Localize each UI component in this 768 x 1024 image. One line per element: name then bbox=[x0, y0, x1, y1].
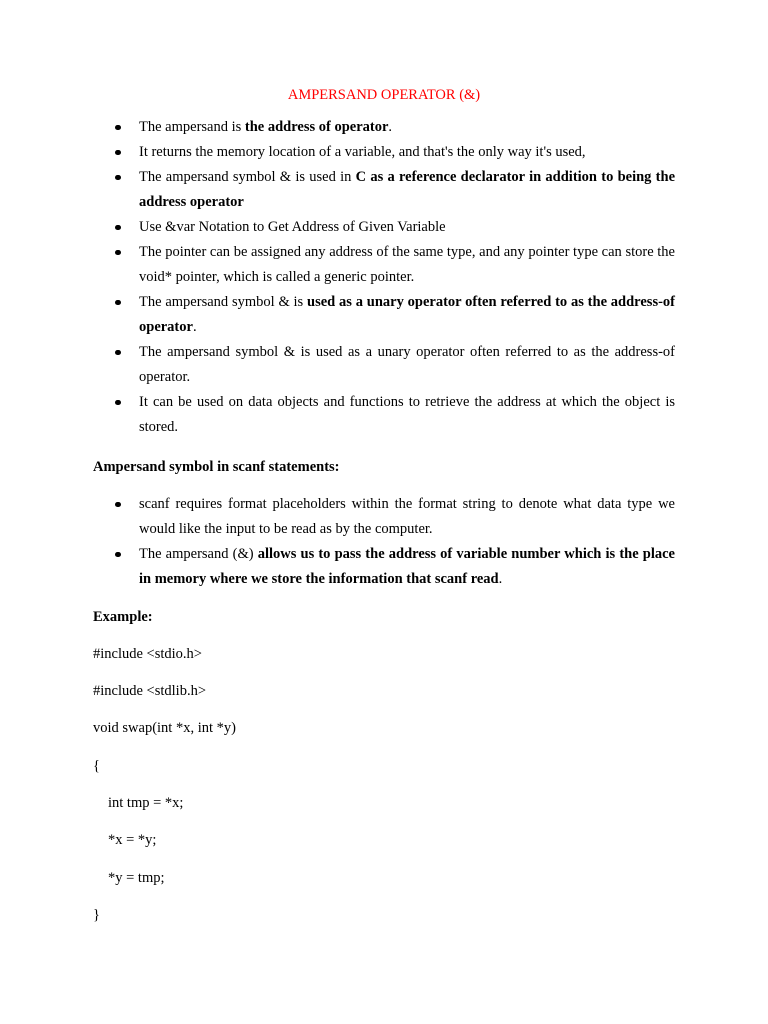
page-title: AMPERSAND OPERATOR (&) bbox=[287, 87, 481, 103]
bullet-dot-icon bbox=[115, 125, 121, 131]
bullet-dot-icon bbox=[115, 350, 121, 356]
bullet-dot-icon bbox=[115, 225, 121, 231]
code-line-7: *y = tmp; bbox=[108, 870, 165, 886]
scanf-bullet-item-1: scanf requires format placeholders within the format string to denote what data type we would like the input to be read as by the computer. bbox=[139, 492, 675, 542]
code-line-2: #include <stdlib.h> bbox=[93, 683, 207, 699]
bullet-item-5: The pointer can be assigned any address of the same type, and any pointer type can store the void* pointer, which is called a generic pointer. bbox=[139, 240, 675, 290]
code-line-3: void swap(int *x, int *y) bbox=[93, 720, 236, 736]
code-line-8: } bbox=[93, 907, 100, 923]
scanf-section-heading: Ampersand symbol in scanf statements: bbox=[93, 459, 340, 475]
code-line-6: *x = *y; bbox=[108, 832, 157, 848]
bullet-item-7: The ampersand symbol & is used as a unary operator often referred to as the address-of operator. bbox=[139, 340, 675, 390]
example-heading: Example: bbox=[93, 609, 153, 625]
bullet-dot-icon bbox=[115, 250, 121, 256]
bullet-dot-icon bbox=[115, 400, 121, 406]
bullet-dot-icon bbox=[115, 175, 121, 181]
code-line-5: int tmp = *x; bbox=[108, 795, 184, 811]
bullet-item-1: The ampersand is the address of operator. bbox=[139, 115, 675, 140]
code-line-4: { bbox=[93, 758, 100, 774]
operator-bullet-list bbox=[0, 115, 675, 440]
bullet-item-2: It returns the memory location of a variable, and that's the only way it's used, bbox=[139, 140, 675, 165]
bullet-item-3: The ampersand symbol & is used in C as a reference declarator in addition to being the address operator bbox=[139, 165, 675, 215]
bullet-dot-icon bbox=[115, 502, 121, 508]
bullet-item-4: Use &var Notation to Get Address of Given Variable bbox=[139, 215, 675, 240]
scanf-bullet-item-2: The ampersand (&) allows us to pass the address of variable number which is the place in memory where we store the information that scanf read. bbox=[139, 542, 675, 592]
bullet-item-8: It can be used on data objects and functions to retrieve the address at which the object is stored. bbox=[139, 390, 675, 440]
bullet-dot-icon bbox=[115, 552, 121, 558]
bullet-item-6: The ampersand symbol & is used as a unary operator often referred to as the address-of operator. bbox=[139, 290, 675, 340]
bullet-dot-icon bbox=[115, 300, 121, 306]
code-line-1: #include <stdio.h> bbox=[93, 646, 202, 662]
scanf-bullet-list bbox=[0, 492, 675, 592]
bullet-dot-icon bbox=[115, 150, 121, 156]
